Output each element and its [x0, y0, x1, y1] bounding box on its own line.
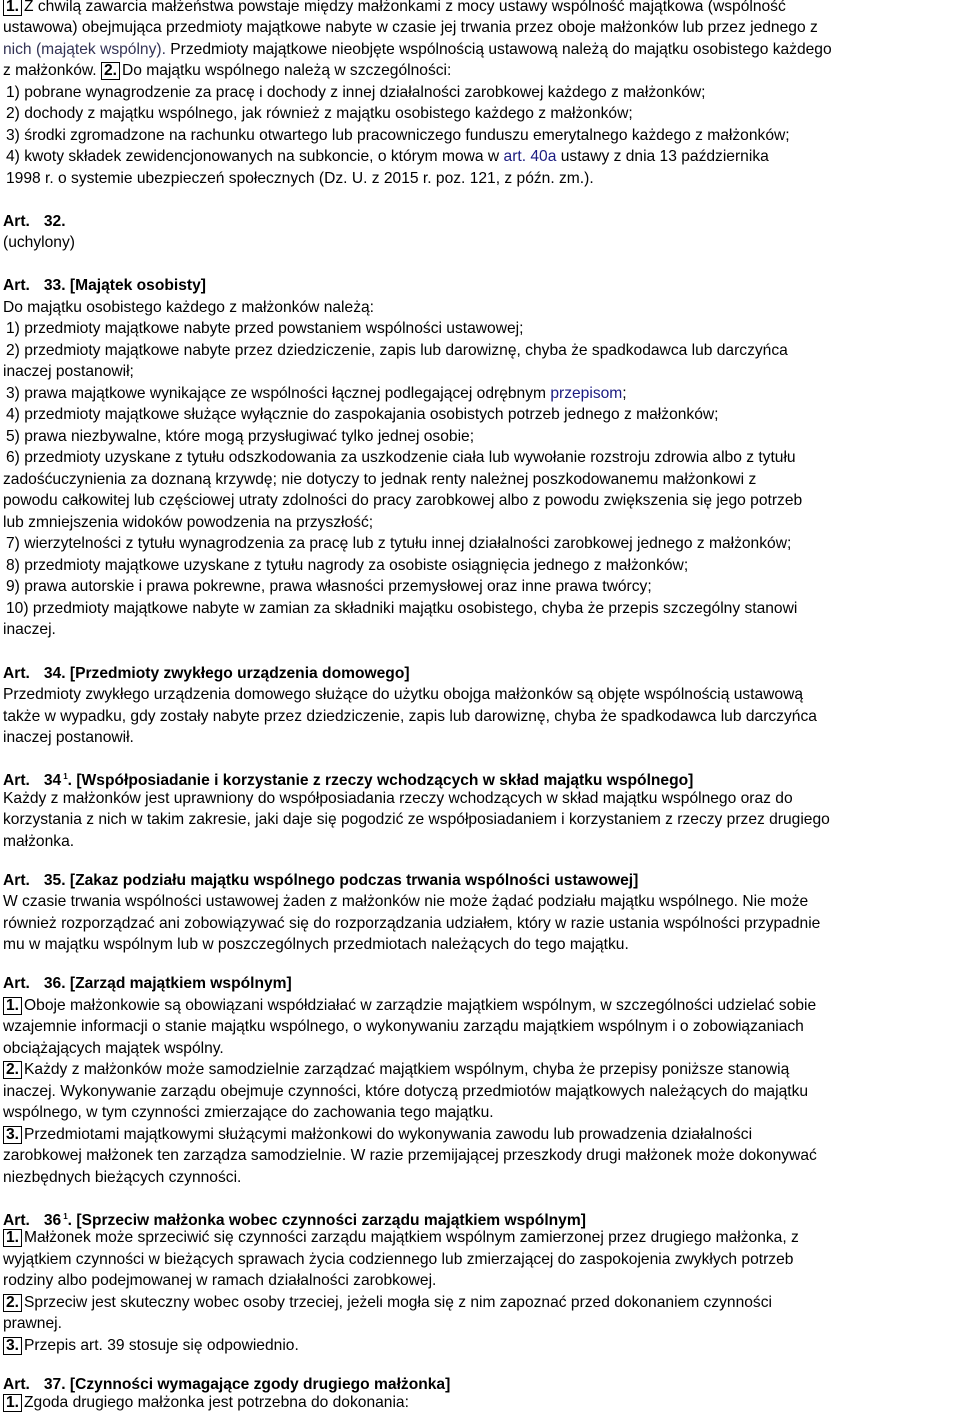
paragraph-line: 1. Zgoda drugiego małżonka jest potrzebna do dokonania:	[3, 1393, 409, 1413]
list-item: 2) dochody z majątku wspólnego, jak również z majątku osobistego każdego z małżonków;	[6, 105, 633, 122]
list-item-continued: powodu całkowitej lub częściowej utraty zdolności do pracy zarobkowej albo z powodu zwiększenia się jego potrzeb	[3, 492, 803, 509]
article-heading: Art. 34 $^1$. [Współposiadanie i korzystanie z rzeczy wchodzących w skład majątku wspólnego]	[3, 772, 694, 789]
paragraph-line: prawnej.	[3, 1315, 62, 1332]
list-item: 4) przedmioty majątkowe służące wyłącznie do zaspokajania osobistych potrzeb jednego z małżonków;	[6, 406, 719, 423]
article-heading: Art. 37. [Czynności wymagające zgody drugiego małżonka]	[3, 1376, 451, 1393]
article-text: W czasie trwania wspólności ustawowej żaden z małżonków nie może żądać podziału majątku wspólnego. Nie może	[3, 893, 809, 910]
list-item-continued: inaczej postanowił;	[3, 363, 134, 380]
paragraph-number: 2.	[3, 1061, 22, 1079]
list-item: 1) przedmioty majątkowe nabyte przed powstaniem wspólności ustawowej;	[6, 320, 524, 337]
list-item: 8) przedmioty majątkowe uzyskane z tytułu nagrody za osobiste osiągnięcia jednego z małżonków;	[6, 557, 689, 574]
paragraph-number: 1.	[3, 1229, 22, 1247]
paragraph-line: niezbędnych bieżących czynności.	[3, 1169, 242, 1186]
article-heading: Art. 33. [Majątek osobisty]	[3, 277, 206, 294]
article-heading: Art. 35. [Zakaz podziału majątku wspólnego podczas trwania wspólności ustawowej]	[3, 872, 639, 889]
paragraph-line: 2. Sprzeciw jest skuteczny wobec osoby trzeciej, jeżeli mogła się z nim zapoznać przed dokonaniem czynności	[3, 1293, 772, 1313]
article-text: również rozporządzać ani zobowiązywać się do rozporządzania udziałem, który w razie ustania wspólności przypadnie	[3, 915, 821, 932]
list-item-continued: lub zmniejszenia widoków powodzenia na przyszłość;	[3, 514, 374, 531]
paragraph-line: wyjątkiem czynności w bieżących sprawach życia codziennego lub zmierzającej do zaspokojenia zwykłych potrzeb	[3, 1251, 794, 1268]
list-item: 3) środki zgromadzone na rachunku otwartego lub pracowniczego funduszu emerytalnego każdego z małżonków;	[6, 127, 790, 144]
article-text: korzystania z nich w takim zakresie, jaki daje się pogodzić ze współposiadaniem i korzystaniem z rzeczy przez drugiego	[3, 811, 830, 828]
paragraph-number: 1.	[3, 0, 22, 16]
paragraph-line: nich (majątek wspólny). Przedmioty majątkowe nieobjęte wspólnością ustawową należą do majątku osobistego każdego	[3, 41, 832, 58]
list-item: 10) przedmioty majątkowe nabyte w zamian za składniki majątku osobistego, chyba że przepis szczególny stanowi	[6, 600, 798, 617]
paragraph-line: 2. Każdy z małżonków może samodzielnie zarządzać majątkiem wspólnym, chyba że przepisy poniższe stanowią	[3, 1060, 789, 1080]
list-item: 4) kwoty składek zewidencjonowanych na subkoncie, o którym mowa w art. 40a ustawy z dnia 13 października	[6, 148, 769, 165]
article-text: także w wypadku, gdy zostały nabyte przez dziedziczenie, zapis lub darowiznę, chyba że spadkodawca lub darczyńca	[3, 708, 817, 725]
article-text: (uchylony)	[3, 234, 75, 251]
paragraph-line: 3. Przedmiotami majątkowymi służącymi małżonkowi do wykonywania zawodu lub prowadzenia działalności	[3, 1125, 752, 1145]
list-item: 6) przedmioty uzyskane z tytułu odszkodowania za uszkodzenie ciała lub wywołanie rozstroju zdrowia albo z tytułu	[6, 449, 796, 466]
paragraph-line: 3. Przepis art. 39 stosuje się odpowiednio.	[3, 1336, 299, 1356]
article-text: Przedmioty zwykłego urządzenia domowego służące do użytku obojga małżonków są objęte wspólnością ustawową	[3, 686, 804, 703]
list-item: 1) pobrane wynagrodzenie za pracę i dochody z innej działalności zarobkowej każdego z małżonków;	[6, 84, 706, 101]
paragraph-line: wspólnego, w tym czynności zmierzające do zachowania tego majątku.	[3, 1104, 494, 1121]
paragraph-number: 1.	[3, 997, 22, 1015]
article-text: Do majątku osobistego każdego z małżonków należą:	[3, 299, 374, 316]
article-heading: Art. 36. [Zarząd majątkiem wspólnym]	[3, 975, 292, 992]
paragraph-number: 2.	[101, 62, 120, 80]
article-text: mu w majątku wspólnym lub w poszczególnych przedmiotach należących do tego majątku.	[3, 936, 629, 953]
paragraph-number: 3.	[3, 1337, 22, 1355]
list-item: 9) prawa autorskie i prawa pokrewne, prawa własności przemysłowej oraz inne prawa twórcy;	[6, 578, 652, 595]
paragraph-number: 3.	[3, 1126, 22, 1144]
paragraph-number: 2.	[3, 1294, 22, 1312]
list-item: 1998 r. o systemie ubezpieczeń społecznych (Dz. U. z 2015 r. poz. 121, z późn. zm.).	[6, 170, 594, 187]
paragraph-number: 1.	[3, 1394, 22, 1412]
paragraph-line: 1. Oboje małżonkowie są obowiązani współdziałać w zarządzie majątkiem wspólnym, w szczególności udzielać sobie	[3, 996, 816, 1016]
art-40a-link[interactable]: art. 40a	[503, 148, 557, 165]
list-item: 3) prawa majątkowe wynikające ze wspólności łącznej podlegającej odrębnym przepisom;	[6, 385, 627, 402]
paragraph-line: ustawowa) obejmująca przedmioty majątkowe nabyte w czasie jej trwania przez oboje małżonków lub przez jednego z	[3, 19, 818, 36]
list-item-continued: zadośćuczynienia za doznaną krzywdę; nie dotyczy to jednak renty należnej poszkodowanemu małżonkowi z	[3, 471, 757, 488]
list-item: 5) prawa niezbywalne, które mogą przysługiwać tylko jednej osobie;	[6, 428, 475, 445]
article-text: Każdy z małżonków jest uprawniony do współposiadania rzeczy wchodzących w skład majątku wspólnego oraz do	[3, 790, 793, 807]
paragraph-line: wzajemnie informacji o stanie majątku wspólnego, o wykonywaniu zarządu majątkiem wspólnym i o zobowiązaniach	[3, 1018, 804, 1035]
paragraph-line: zarobkowej małżonek ten zarządza samodzielnie. W razie przemijającej przeszkody drugi małżonek może dokonywać	[3, 1147, 817, 1164]
list-item-continued: inaczej.	[3, 621, 56, 638]
article-heading: Art. 34. [Przedmioty zwykłego urządzenia domowego]	[3, 665, 410, 682]
article-text: małżonka.	[3, 833, 75, 850]
paragraph-line: 1. Z chwilą zawarcia małżeństwa powstaje między małżonkami z mocy ustawy wspólność majątkowa (wspólność	[3, 0, 786, 17]
list-item: 2) przedmioty majątkowe nabyte przez dziedziczenie, zapis lub darowiznę, chyba że spadkodawca lub darczyńca	[6, 342, 788, 359]
paragraph-line: rodziny albo podejmowanej w ramach działalności zarobkowej.	[3, 1272, 437, 1289]
list-item: 7) wierzytelności z tytułu wynagrodzenia za pracę lub z tytułu innej działalności zarobkowej jednego z małżonków;	[6, 535, 792, 552]
article-heading: Art. 32.	[3, 213, 66, 230]
przepisom-link[interactable]: przepisom	[550, 385, 623, 402]
paragraph-line: 1. Małżonek może sprzeciwić się czynności zarządu majątkiem wspólnym zamierzonej przez drugiego małżonka, z	[3, 1228, 799, 1248]
paragraph-line: obciążających majątek wspólny.	[3, 1040, 224, 1057]
article-text: inaczej postanowił.	[3, 729, 134, 746]
paragraph-line: inaczej. Wykonywanie zarządu obejmuje czynności, które dotyczą przedmiotów majątkowych należących do majątku	[3, 1083, 809, 1100]
paragraph-line: z małżonków. 2. Do majątku wspólnego należą w szczególności:	[3, 62, 452, 79]
article-heading: Art. 36 $^1$. [Sprzeciw małżonka wobec czynności zarządu majątkiem wspólnym]	[3, 1212, 586, 1229]
